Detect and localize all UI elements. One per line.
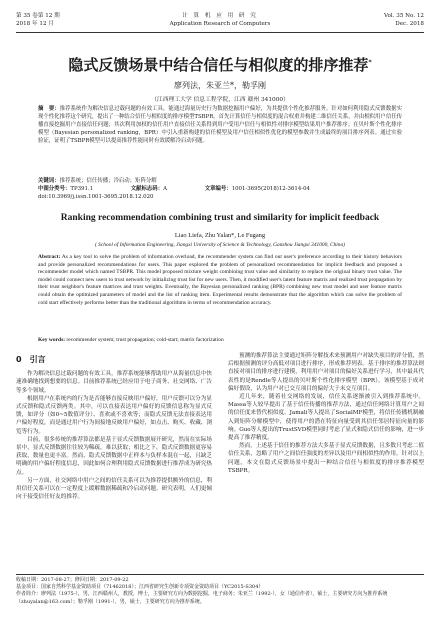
abstract-en-label: Abstract: [38, 254, 61, 260]
doc-code-label: 文献标志码： [130, 186, 164, 192]
paper-title-cn [20, 54, 420, 75]
body-paragraph: 作为解决信息过载问题的有效工具，推荐系统能够帮助用户从海量信息中快速准确地找到想要的信息。目前推荐系统已经应用于电子商务、社交网络、广告等多个领域。 [16, 371, 212, 394]
keywords-cn [38, 178, 402, 186]
volume-issue-en: Vol. 35 No. 12 [384, 13, 424, 19]
article-number-value: 1001-3695(2018)12-3614-04 [231, 186, 310, 192]
abstract-cn [38, 106, 402, 146]
header-right [384, 12, 424, 28]
received-date: 收稿日期：2017-08-27；修回日期：2017-09-22 [16, 577, 129, 583]
authors-cn: 廖列法，朱亚兰*，勒孚刚 [174, 81, 266, 90]
abstract-en-text: As a key tool to solve the problem of information overload, the recommender system can find out user's preference according to their history behaviors and provide personalized recommendations for users. This paper explored the problem of personalized recommendation for implicit feedback and proposed a recommender model which named TSBPR. This model proposed mixture weight combining trust value and similarity to replace the original binary trust value. The model could connect new users to trust network by initializing trust list for new users. Then, it modified user's latent feature matrix and realized trust propagation by their trust neighbor's feature matrices and trust weights. Eventually, the Bayesian personalized ranking (BPR) combining new trust model and user feature matrix could obtain the optimized parameters of model and the list of ranking item. Experimental results demonstrate that the algorithm which can solve the problem of cold start effectively performs better than the traditional algorithms in terms of recommendation accuracy. [38, 254, 402, 306]
keywords-en-text: recommender system; trust propagation; cold-start; matrix factorization [66, 337, 224, 343]
body-paragraph: 预测的推荐算法主要通过矩阵分解技术来预测用户对缺失项目的评分值，然后根据预测的评分高低对项目进行排序，形成推荐列表。基于排序的推荐算法则直接对项目的排序进行建模，利用用户对项目的偏好关系进行学习，其中最具代表性的是Rendle等人提出的贝叶斯个性化排序模型（BPR），该模型基于成对偏好假设，认为用户对已交互项目的偏好大于未交互项目。 [228, 353, 424, 392]
first-page-footnote [16, 574, 424, 606]
journal-name-en: Application Research of Computers [169, 21, 271, 27]
volume-issue-cn: 第 35 卷第 12 期 [16, 13, 60, 19]
keywords-cn-text: 推荐系统；信任传播；冷启动；矩阵分解 [59, 178, 157, 184]
abstract-cn-text: 推荐系统作为解决信息过载问题的有效工具，能通过海量历史行为数据挖掘用户偏好，为其提供个性化推荐服务。针对如何利用隐式反馈数据实现个性化推荐这个研究，提出了一种结合信任与相似度的排序模型TSBPR。首先计算信任与相似度的混合权重并构建二维信任关系，并由相似用户信任传播直接挖掘用户直接信任问题；其次利用加权的信任用户直接信任关系得到用户受用户信任与相似性对排序模型结果用户推荐排序；在贝叶斯个性化排序模型（Bayesian personalized ranking，BPR）中引入重新构建的信任模型及用户信任相似性优化的模型参数并生成最终的项目排序列表。通过实验验证，证明了TSBPR模型可以提高推荐性能同时有效缓解冷启动问题。 [38, 106, 402, 144]
title-footnote-mark: * [368, 59, 372, 66]
body-column-left [16, 356, 212, 501]
keywords-en [38, 337, 402, 345]
journal-name-cn: 计 算 机 应 用 研 究 [182, 13, 258, 19]
paper-title-en: Ranking recommendation combining trust and similarity for implicit feedback [60, 213, 380, 223]
affiliation-en: ( School of Information Engineering, Jiangxi University of Science & Technology, Ganzhou Jiangxi 341000, China) [95, 242, 345, 248]
affiliation-cn: （江西理工大学 信息工程学院，江西 赣州 341000） [151, 97, 289, 103]
clc-code [38, 186, 111, 192]
abstract-cn-label: 摘 要： [38, 106, 60, 112]
clc-label: 中图分类号： [38, 186, 71, 192]
body-paragraph: 近几年来，随着社交网络的发展，信任关系逐渐被引入到推荐系统中。Massa等人较早提出了基于信任传播的推荐方法，通过信任网络计算用户之间的信任度来替代相似度。Jamali等人提出了SocialMF模型，将信任传播机制融入到矩阵分解模型中，使得用户的潜在特征向量受到其信任邻居特征向量的影响。Guo等人提出的TrustSVD模型同时考虑了显式和隐式信任的影响，进一步提高了推荐精度。 [228, 394, 424, 442]
doc-code-value: A [163, 186, 167, 192]
author-bio: 作者简介：廖列法（1975-），男，江西赣州人，教授，博士，主要研究方向为数据挖掘、电子商务；朱亚兰（1992-），女（通信作者），硕士，主要研究方向为推荐系统（zhuyalan@163.com）；勒孚刚（1991-），男，硕士，主要研究方向为推荐系统。 [16, 591, 388, 605]
body-column-right [228, 352, 424, 475]
running-header [16, 10, 424, 33]
clc-value: TP391.1 [70, 186, 94, 192]
funding-info: 基金项目：国家自然科学基金资助项目（71462018）；江西省研究生创新专项资金资助项目（YC2015-S304） [16, 584, 264, 591]
classification-row [38, 186, 402, 194]
doi: doi:10.3969/j.issn.1001-3695.2018.12.020 [38, 194, 154, 200]
keywords-cn-label: 关键词： [38, 178, 60, 184]
article-number-label: 文章编号： [204, 186, 232, 192]
abstract-en [38, 254, 402, 307]
date-cn: 2018 年 12 月 [16, 21, 54, 27]
header-center [16, 12, 424, 28]
body-paragraph: 然而，上述基于信任的推荐方法大多基于显式反馈数据，且多数只考虑二值信任关系，忽略了用户之间信任强度的差异以及用户间相似性的作用。针对以上问题，本文在隐式反馈场景中提出一种结合信任与相似度的排序推荐模型TSBPR。 [228, 443, 424, 474]
authors-en: Liao Liefa, Zhu Yalan*, Le Fugang [174, 232, 266, 239]
body-paragraph: 目前，很多传统的推荐算法都是基于显式反馈数据展开研究，然而在实际场景中，显式反馈数据往往较为稀疏，难以获取；相比之下，隐式反馈数据更容易获取，数量也更丰富。然而，隐式反馈数据中正样本与负样本混在一起，且缺乏明确的用户偏好程度信息，因此如何合理利用隐式反馈数据进行推荐成为研究热点。 [16, 436, 212, 476]
date-en: Dec. 2018 [395, 21, 424, 27]
article-number [205, 186, 328, 192]
section-heading-intro: 0 引言 [16, 355, 46, 364]
title-text: 隐式反馈场景中结合信任与相似度的排序推荐 [68, 56, 369, 74]
keywords-en-label: Key words: [38, 337, 66, 343]
doc-code [131, 186, 185, 192]
body-paragraph: 另一方面，社交网络中用户之间的信任关系可以为推荐提供额外的信息，利用信任关系可以在一定程度上缓解数据稀疏和冷启动问题。研究表明，人们更倾向于接受信任好友的推荐。 [16, 477, 212, 501]
body-paragraph: 根据用户在系统内的行为是否能够直接反映用户偏好，用户反馈可以分为显式反馈和隐式反馈两类。其中，可以直接表达用户偏好的反馈信息称为显式反馈，如评分（如0~5数值评分）、喜欢或不喜欢等；而隐式反馈无法直接表达用户偏好程度，而是通过用户行为间接地反映用户偏好，如点击、购买、收藏、浏览等行为。 [16, 395, 212, 435]
